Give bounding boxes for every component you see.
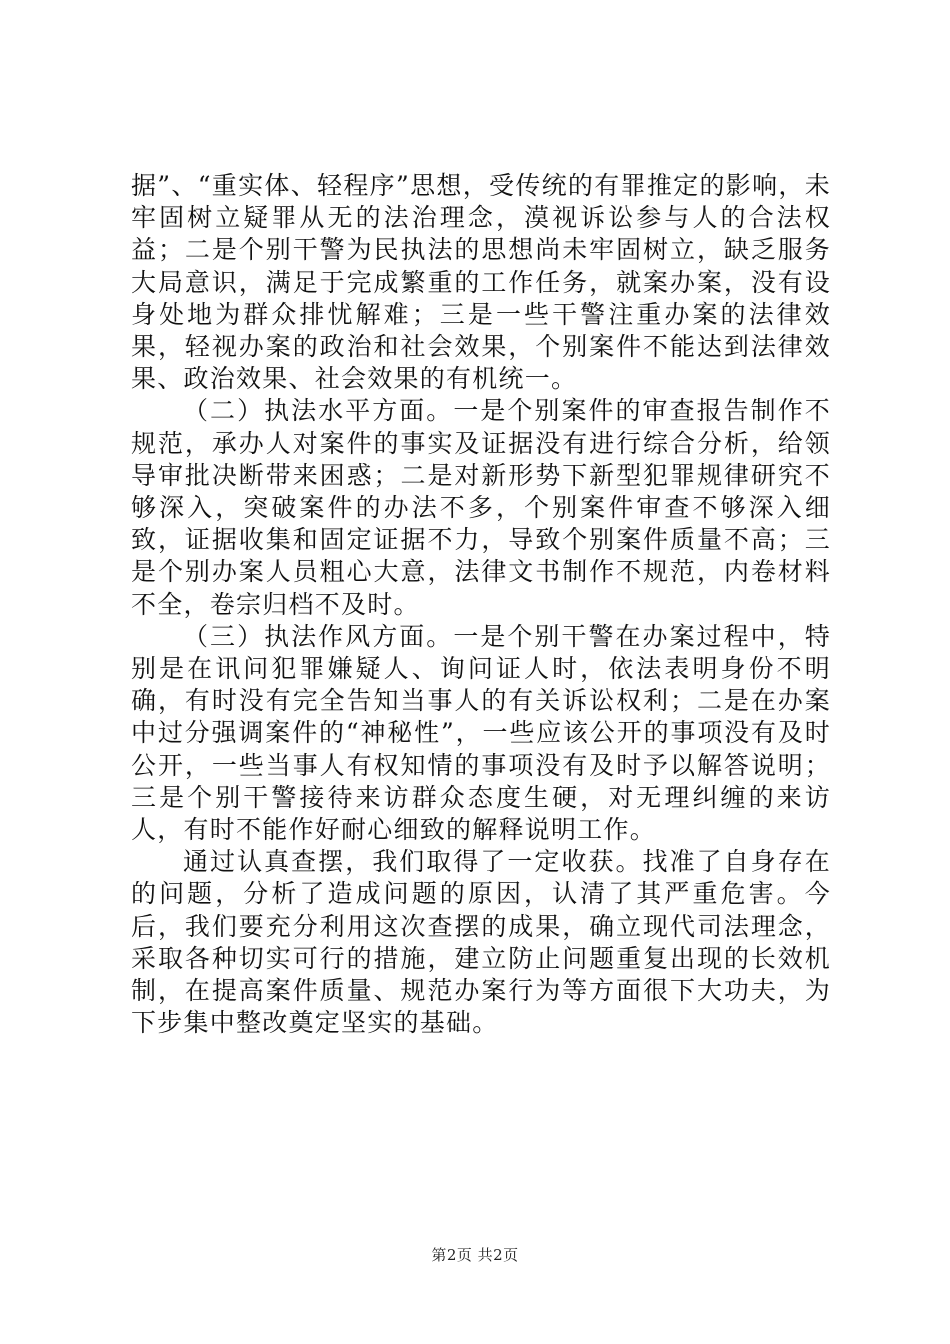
page-number-footer: 第2页 共2页 xyxy=(431,1246,519,1264)
paragraph-continuation: 据”、“重实体、轻程序”思想，受传统的有罪推定的影响，未牢固树立疑罪从无的法治理念，漠视诉讼参与人的合法权益；二是个别干警为民执法的思想尚未牢固树立，缺乏服务大局意识，满足于完成繁重的工作任务，就案办案，没有设身处地为群众排忧解难；三是一些干警注重办案的法律效果，轻视办案的政治和社会效果，个别案件不能达到法律效果、政治效果、社会效果的有机统一。 xyxy=(131,171,831,394)
paragraph-law-enforcement-level: （二）执法水平方面。一是个别案件的审查报告制作不规范，承办人对案件的事实及证据没有进行综合分析，给领导审批决断带来困惑；二是对新形势下新型犯罪规律研究不够深入，突破案件的办法不多，个别案件审查不够深入细致，证据收集和固定证据不力，导致个别案件质量不高；三是个别办案人员粗心大意，法律文书制作不规范，内卷材料不全，卷宗归档不及时。 xyxy=(131,396,831,619)
paragraph-conclusion: 通过认真查摆，我们取得了一定收获。找准了自身存在的问题，分析了造成问题的原因，认清了其严重危害。今后，我们要充分利用这次查摆的成果，确立现代司法理念，采取各种切实可行的措施，建立防止问题重复出现的长效机制，在提高案件质量、规范办案行为等方面很下大功夫，为下步集中整改奠定坚实的基础。 xyxy=(131,847,831,1038)
paragraph-law-enforcement-style: （三）执法作风方面。一是个别干警在办案过程中，特别是在讯问犯罪嫌疑人、询问证人时，依法表明身份不明确，有时没有完全告知当事人的有关诉讼权利；二是在办案中过分强调案件的“神秘性”，一些应该公开的事项没有及时公开，一些当事人有权知情的事项没有及时予以解答说明；三是个别干警接待来访群众态度生硬，对无理纠缠的来访人，有时不能作好耐心细致的解释说明工作。 xyxy=(131,621,831,845)
document-body xyxy=(131,170,831,1039)
